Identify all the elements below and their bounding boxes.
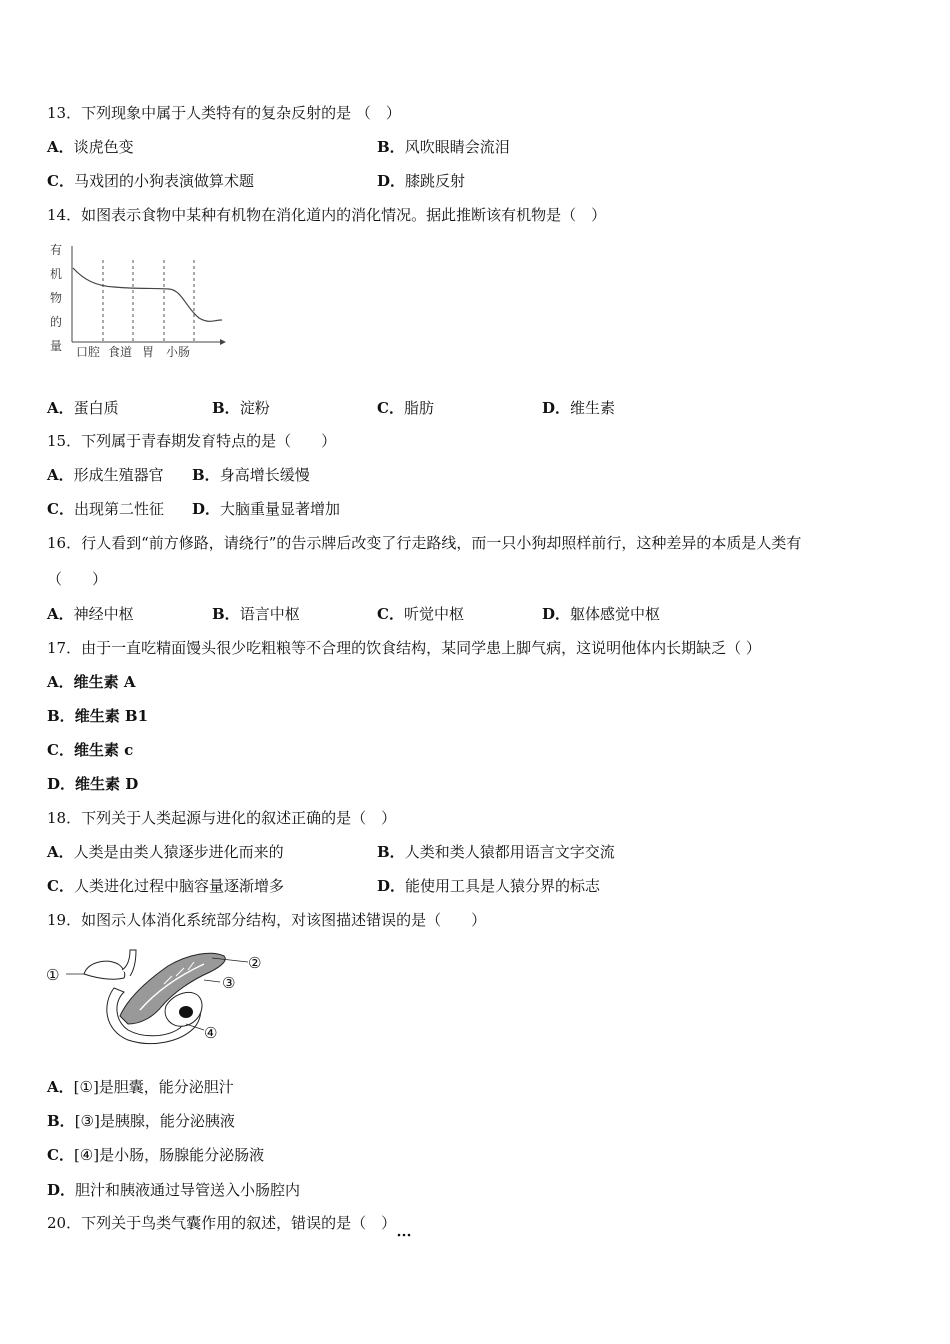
intestine-dark-spot [179, 1006, 193, 1018]
chart-xlabel-esophagus: 食道 [108, 345, 133, 359]
diagram-label-4: ④ [204, 1024, 218, 1042]
q16-stem: 16．行人看到“前方修路，请绕行”的告示牌后改变了行走路线，而一只小狗却照样前行，这种差异的本质是人类有 [47, 534, 802, 552]
q17-option-a[interactable]: A．维生素 A [47, 673, 136, 691]
q14-option-c[interactable]: C．脂肪 [377, 399, 434, 417]
diagram-label-3: ③ [222, 974, 236, 992]
q13-option-b[interactable]: B．风吹眼睛会流泪 [377, 138, 510, 156]
q20-stem: 20．下列关于鸟类气囊作用的叙述，错误的是（ ） [47, 1214, 397, 1232]
q14-option-a[interactable]: A．蛋白质 [47, 399, 119, 417]
q16-option-b[interactable]: B．语言中枢 [212, 605, 300, 623]
q19-option-c[interactable]: C．[④]是小肠，肠腺能分泌肠液 [47, 1146, 265, 1164]
chart-x-arrow [220, 339, 226, 345]
q17-option-d[interactable]: D．维生素 D [47, 775, 139, 793]
q18-option-d[interactable]: D．能使用工具是人猿分界的标志 [377, 877, 601, 895]
chart-curve [73, 268, 222, 321]
q19-option-d[interactable]: D．胆汁和胰液通过导管送入小肠腔内 [47, 1181, 301, 1199]
q13-stem: 13．下列现象中属于人类特有的复杂反射的是 （ ） [47, 104, 401, 122]
q15-stem: 15．下列属于青春期发育特点的是（ ） [47, 432, 337, 450]
q17-stem: 17．由于一直吃精面馒头很少吃粗粮等不合理的饮食结构，某同学患上脚气病，这说明他体内长期缺乏（ ） [47, 639, 761, 657]
q14-stem: 14．如图表示食物中某种有机物在消化道内的消化情况。据此推断该有机物是（ ） [47, 206, 607, 224]
q13-option-a[interactable]: A．谈虎色变 [47, 138, 134, 156]
chart-xlabel-mouth: 口腔 [76, 345, 101, 359]
diagram-label-1: ① [46, 966, 60, 984]
q19-digestive-diagram [44, 944, 272, 1054]
q19-option-b[interactable]: B．[③]是胰腺，能分泌胰液 [47, 1112, 235, 1130]
q18-option-b[interactable]: B．人类和类人猿都用语言文字交流 [377, 843, 615, 861]
q14-option-d[interactable]: D．维生素 [542, 399, 616, 417]
q15-option-b[interactable]: B．身高增长缓慢 [192, 466, 310, 484]
q13-option-d[interactable]: D．膝跳反射 [377, 172, 466, 190]
q16-stem-continued: （ ） [47, 570, 108, 588]
q14-option-b[interactable]: B．淀粉 [212, 399, 270, 417]
q16-option-a[interactable]: A．神经中枢 [47, 605, 134, 623]
chart-xlabel-stomach: 胃 [142, 345, 155, 359]
q18-stem: 18．下列关于人类起源与进化的叙述正确的是（ ） [47, 809, 397, 827]
gallbladder-shape [84, 961, 125, 979]
chart-xlabel-small-intestine: 小肠 [166, 345, 191, 359]
q13-option-c[interactable]: C．马戏团的小狗表演做算术题 [47, 172, 254, 190]
chart-ylabel-char: 的 [50, 315, 63, 329]
q15-option-a[interactable]: A．形成生殖器官 [47, 466, 164, 484]
chart-ylabel-char: 物 [50, 291, 63, 305]
q19-stem: 19．如图示人体消化系统部分结构，对该图描述错误的是（ ） [47, 911, 487, 929]
q17-option-b[interactable]: B．维生素 B1 [47, 707, 149, 725]
q14-digestion-chart [44, 238, 234, 366]
chart-ylabel-char: 机 [50, 267, 63, 281]
chart-ylabel-char: 有 [50, 243, 63, 257]
q18-option-c[interactable]: C．人类进化过程中脑容量逐渐增多 [47, 877, 284, 895]
diagram-label-2: ② [248, 954, 262, 972]
q16-option-d[interactable]: D．躯体感觉中枢 [542, 605, 661, 623]
q15-option-c[interactable]: C．出现第二性征 [47, 500, 164, 518]
chart-ylabel-char: 量 [50, 339, 63, 353]
q16-option-c[interactable]: C．听觉中枢 [377, 605, 464, 623]
q18-option-a[interactable]: A．人类是由类人猿逐步进化而来的 [47, 843, 284, 861]
q20-emphasis-dots [396, 1232, 416, 1238]
q15-option-d[interactable]: D．大脑重量显著增加 [192, 500, 341, 518]
q17-option-c[interactable]: C．维生素 c [47, 741, 134, 759]
q19-option-a[interactable]: A．[①]是胆囊，能分泌胆汁 [47, 1078, 234, 1096]
